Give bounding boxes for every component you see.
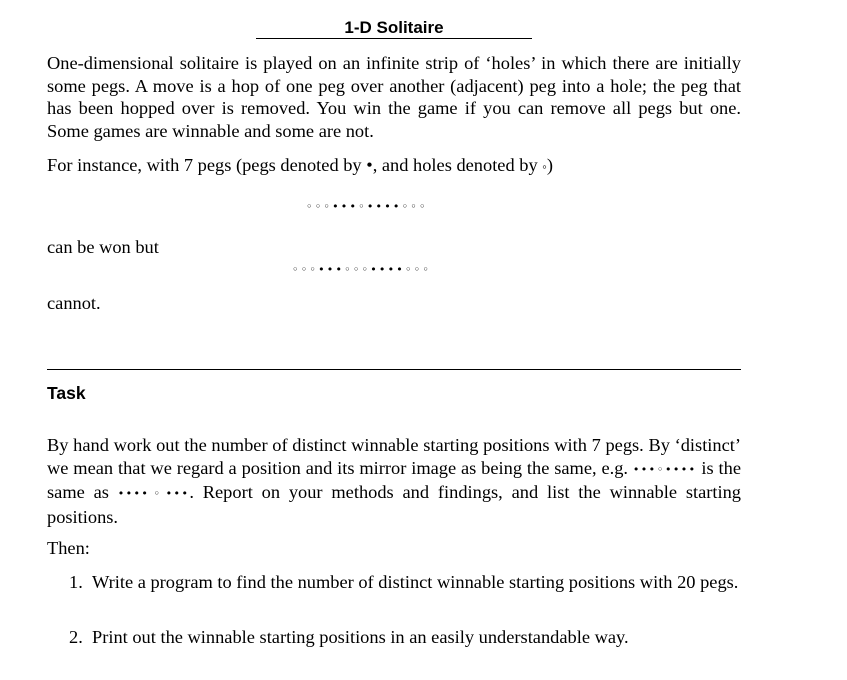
hole-symbol: ◦ — [542, 159, 547, 174]
list-item — [69, 626, 741, 649]
section-divider — [47, 369, 741, 370]
task-paragraph — [47, 434, 741, 528]
document-title: 1-D Solitaire — [256, 18, 532, 39]
unwinnable-example-pegs: ◦◦◦•••◦◦◦••••◦◦◦ — [292, 263, 432, 276]
intro-paragraph: One-dimensional solitaire is played on an infinite strip of ‘holes’ in which there are initially some pegs. A move is a hop of one peg over another (adjacent) peg into a hole; the peg that has been hopped over is removed. You win the game if you can remove all pegs but one. Some games are winnable and some are not. — [47, 53, 741, 141]
list-item-number: 1. — [69, 572, 83, 592]
instance-sentence — [47, 154, 741, 179]
cannot-label: cannot. — [47, 293, 101, 313]
peg-symbol: • — [366, 155, 373, 175]
instance-text-start: For instance, with 7 pegs (pegs denoted by — [47, 155, 367, 175]
list-item-number: 2. — [69, 627, 83, 647]
mirror-example-a: •••◦•••• — [632, 462, 697, 476]
then-label: Then: — [47, 538, 90, 558]
task-heading: Task — [47, 383, 86, 403]
instance-text-end: ) — [546, 155, 553, 175]
task-text-start: By hand work out the number of distinct winnable starting positions with 7 pegs. By ‘distinct’ we mean that we regard a position and its mirror image as being the same, e.g. — [47, 435, 741, 478]
list-item — [69, 571, 741, 594]
task-text-end: . Report on your methods and findings, and list the winnable starting positions. — [47, 482, 741, 527]
can-be-won-label: can be won but — [47, 237, 159, 257]
task-text-middle: is the same as — [47, 457, 741, 503]
instance-text-middle: , and holes denoted by — [372, 155, 543, 175]
list-item-text: Print out the winnable starting positions in an easily understandable way. — [92, 627, 629, 647]
mirror-example-b: ••••◦••• — [117, 487, 190, 501]
list-item-text: Write a program to find the number of distinct winnable starting positions with 20 pegs. — [92, 572, 739, 592]
winnable-example-pegs: ◦◦◦•••◦••••◦◦◦ — [306, 200, 428, 213]
